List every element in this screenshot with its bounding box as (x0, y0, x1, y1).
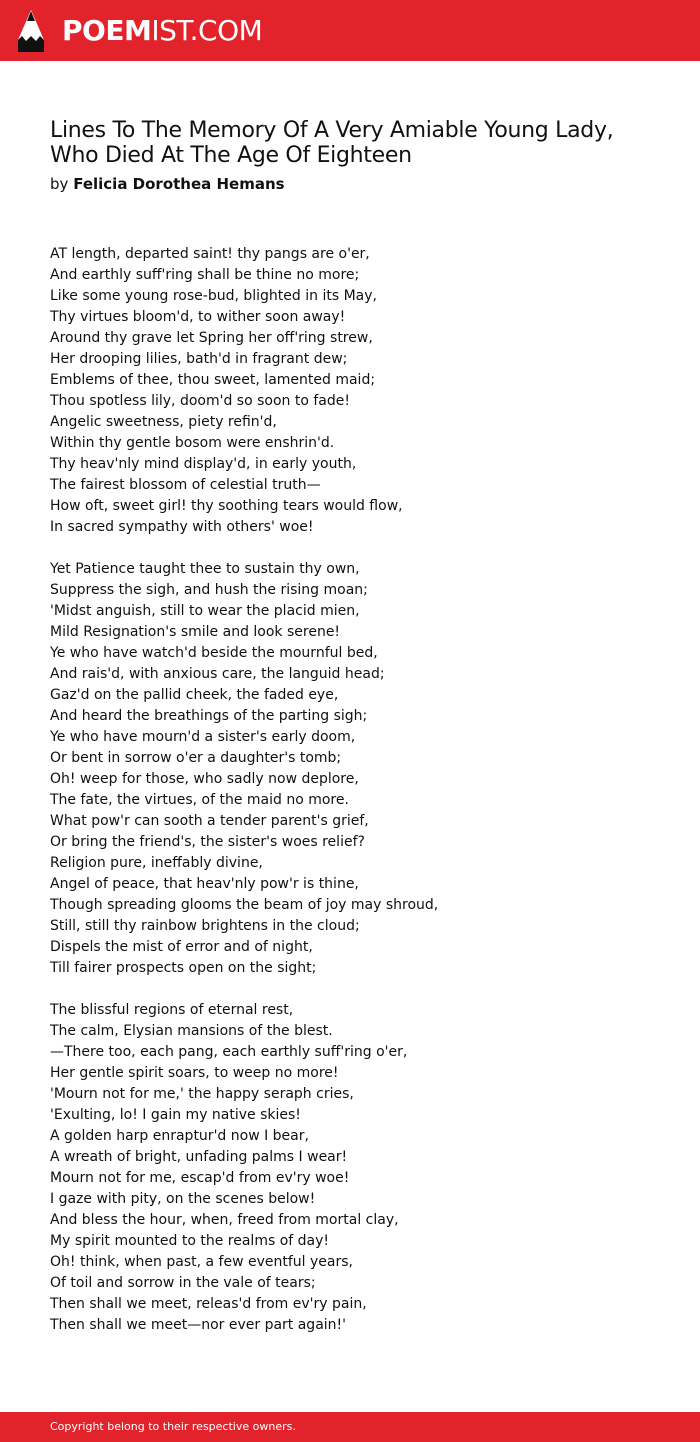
poem-line: 'Mourn not for me,' the happy seraph cries, (50, 1086, 354, 1102)
stanza (50, 1000, 670, 1336)
poem-line: 'Midst anguish, still to wear the placid mien, (50, 603, 360, 619)
poem-line: Then shall we meet—nor ever part again!' (50, 1317, 346, 1333)
pencil-tip-icon (18, 10, 44, 52)
poem-line: The fate, the virtues, of the maid no more. (50, 792, 349, 808)
poem-title-line: Lines To The Memory Of A Very Amiable Young Lady, (50, 118, 614, 143)
poem-line: Gaz'd on the pallid cheek, the faded eye, (50, 687, 339, 703)
stanza (50, 244, 670, 538)
poem-line: I gaze with pity, on the scenes below! (50, 1191, 316, 1207)
poem-title-line: Who Died At The Age Of Eighteen (50, 143, 412, 168)
poem-line: A wreath of bright, unfading palms I wear! (50, 1149, 348, 1165)
poem-line: Angel of peace, that heav'nly pow'r is thine, (50, 876, 359, 892)
poem-line: And rais'd, with anxious care, the languid head; (50, 666, 385, 682)
poem-line: And bless the hour, when, freed from mortal clay, (50, 1212, 399, 1228)
poem-line: Oh! weep for those, who sadly now deplore, (50, 771, 359, 787)
stanza (50, 559, 670, 979)
poem-line: AT length, departed saint! thy pangs are o'er, (50, 246, 370, 262)
poem-line: Of toil and sorrow in the vale of tears; (50, 1275, 316, 1291)
poem-line: A golden harp enraptur'd now I bear, (50, 1128, 309, 1144)
poem-body (50, 244, 670, 1357)
poem-line: Oh! think, when past, a few eventful years, (50, 1254, 353, 1270)
poem-line: 'Exulting, lo! I gain my native skies! (50, 1107, 301, 1123)
copyright-text: Copyright belong to their respective owners. (50, 1420, 296, 1433)
poem-line: Suppress the sigh, and hush the rising moan; (50, 582, 368, 598)
poem-line: The blissful regions of eternal rest, (50, 1002, 294, 1018)
poem-heading (50, 118, 670, 193)
poem-line: Thou spotless lily, doom'd so soon to fade! (50, 393, 350, 409)
poem-line: Or bent in sorrow o'er a daughter's tomb; (50, 750, 342, 766)
poem-title (50, 118, 670, 168)
author-name: Felicia Dorothea Hemans (73, 175, 285, 193)
poem-line: Religion pure, ineffably divine, (50, 855, 263, 871)
poem-line: How oft, sweet girl! thy soothing tears would flow, (50, 498, 403, 514)
poem-line: Within thy gentle bosom were enshrin'd. (50, 435, 335, 451)
poem-line: Ye who have mourn'd a sister's early doom, (50, 729, 356, 745)
poem-line: And earthly suff'ring shall be thine no more; (50, 267, 360, 283)
poem-line: Though spreading glooms the beam of joy may shroud, (50, 897, 439, 913)
poem-line: Thy virtues bloom'd, to wither soon away! (50, 309, 346, 325)
poem-line: In sacred sympathy with others' woe! (50, 519, 314, 535)
poem-line: Yet Patience taught thee to sustain thy own, (50, 561, 360, 577)
poem-line: My spirit mounted to the realms of day! (50, 1233, 330, 1249)
poem-line: Ye who have watch'd beside the mournful bed, (50, 645, 378, 661)
poem-line: Still, still thy rainbow brightens in the cloud; (50, 918, 360, 934)
site-logo-text (62, 9, 262, 53)
poem-line: Till fairer prospects open on the sight; (50, 960, 317, 976)
logo-thin-text: IST.COM (151, 14, 263, 47)
poem-line: Emblems of thee, thou sweet, lamented maid; (50, 372, 376, 388)
site-logo-link[interactable] (18, 9, 262, 53)
poem-line: And heard the breathings of the parting sigh; (50, 708, 368, 724)
poem-line: Her gentle spirit soars, to weep no more! (50, 1065, 339, 1081)
poem-line: Mourn not for me, escap'd from ev'ry woe! (50, 1170, 350, 1186)
byline (50, 175, 670, 193)
poem-line: Thy heav'nly mind display'd, in early youth, (50, 456, 357, 472)
site-footer (0, 1412, 700, 1442)
site-header (0, 0, 700, 61)
poem-line: Or bring the friend's, the sister's woes relief? (50, 834, 365, 850)
poem-line: Around thy grave let Spring her off'ring strew, (50, 330, 373, 346)
poem-line: Like some young rose-bud, blighted in its May, (50, 288, 377, 304)
poem-line: Angelic sweetness, piety refin'd, (50, 414, 277, 430)
poem-line: What pow'r can sooth a tender parent's grief, (50, 813, 369, 829)
poem-line: The calm, Elysian mansions of the blest. (50, 1023, 333, 1039)
poem-line: Her drooping lilies, bath'd in fragrant dew; (50, 351, 348, 367)
by-label: by (50, 175, 69, 193)
poem-line: Dispels the mist of error and of night, (50, 939, 313, 955)
poem-line: —There too, each pang, each earthly suff'ring o'er, (50, 1044, 408, 1060)
poem-line: The fairest blossom of celestial truth— (50, 477, 321, 493)
poem-line: Then shall we meet, releas'd from ev'ry pain, (50, 1296, 367, 1312)
poem-line: Mild Resignation's smile and look serene! (50, 624, 341, 640)
logo-bold-text: POEM (62, 14, 152, 47)
